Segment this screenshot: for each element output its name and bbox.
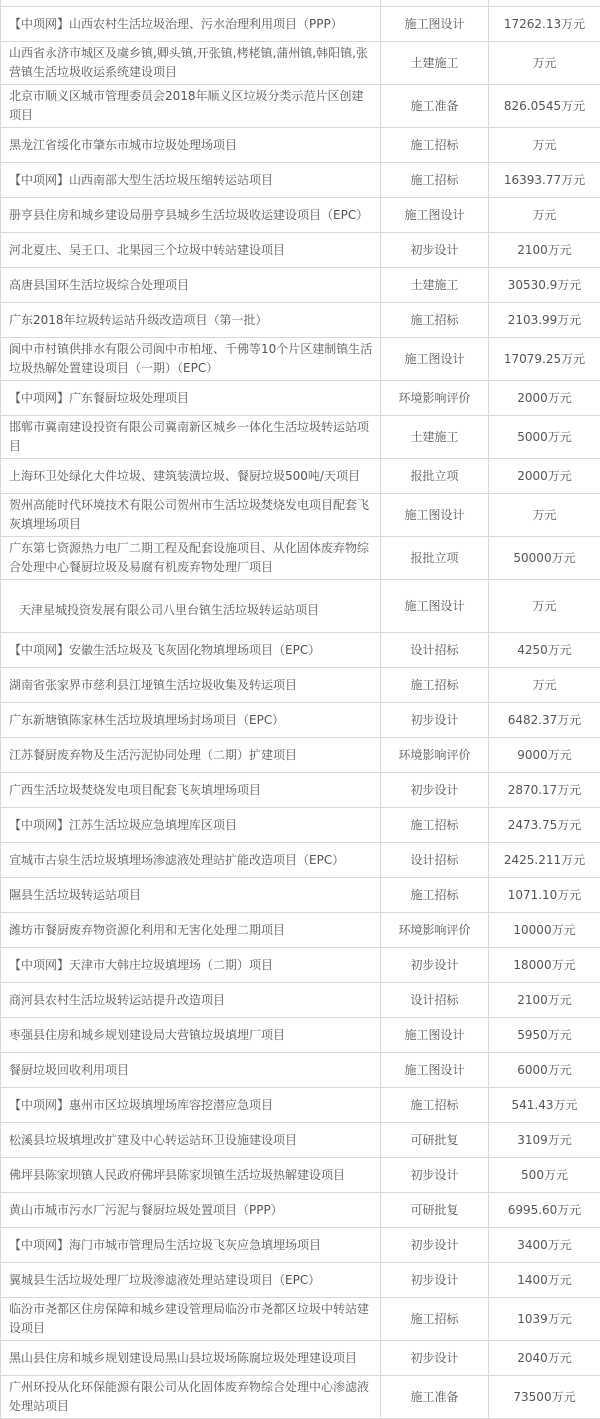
project-stage-cell: 施工图设计 <box>381 1018 489 1053</box>
project-name-cell[interactable]: 潍坊市餐厨废弃物资源化利用和无害化处理二期项目 <box>1 913 381 948</box>
project-name-cell[interactable]: 【中项网】广东餐厨垃圾处理项目 <box>1 381 381 416</box>
table-row <box>1 42 600 85</box>
table-row <box>1 303 600 338</box>
project-name-cell[interactable]: 【中项网】惠州市区垃圾填埋场库容挖潜应急项目 <box>1 1088 381 1123</box>
table-row <box>1 198 600 233</box>
project-amount-cell: 万元 <box>489 42 600 85</box>
table-row <box>1 7 600 42</box>
table-row <box>1 1123 600 1158</box>
project-name-cell[interactable]: 河北夏庄、吴王口、北果园三个垃圾中转站建设项目 <box>1 233 381 268</box>
project-amount-cell: 500万元 <box>489 1158 600 1193</box>
project-stage-cell: 设计招标 <box>381 843 489 878</box>
project-name-cell[interactable]: 阆中市村镇供排水有限公司阆中市柏垭、千佛等10个片区建制镇生活垃圾热解处置建设项目（一期）（EPC） <box>1 338 381 381</box>
project-name-cell[interactable]: 商河县农村生活垃圾转运站提升改造项目 <box>1 983 381 1018</box>
table-row <box>1 268 600 303</box>
project-name-cell[interactable]: 翼城县生活垃圾处理厂垃圾渗滤液处理站建设项目（EPC） <box>1 1263 381 1298</box>
table-row <box>1 85 600 128</box>
table-row <box>1 983 600 1018</box>
project-name-cell[interactable]: 邯郸市冀南建设投资有限公司冀南新区城乡一体化生活垃圾转运站项目 <box>1 416 381 459</box>
project-name-cell[interactable]: 【中项网】山西农村生活垃圾治理、污水治理利用项目（PPP） <box>1 7 381 42</box>
project-name-cell[interactable]: 佛坪县陈家坝镇人民政府佛坪县陈家坝镇生活垃圾热解建设项目 <box>1 1158 381 1193</box>
project-name-cell[interactable]: 广东2018年垃圾转运站升级改造项目（第一批） <box>1 303 381 338</box>
project-name-cell[interactable]: 宣城市古泉生活垃圾填埋场渗滤液处理站扩能改造项目（EPC） <box>1 843 381 878</box>
project-stage-cell: 初步设计 <box>381 1341 489 1376</box>
project-amount-cell: 3400万元 <box>489 1228 600 1263</box>
project-name-cell[interactable]: 北京市顺义区城市管理委员会2018年顺义区垃圾分类示范片区创建项目 <box>1 85 381 128</box>
project-name-cell[interactable]: 册亨县住房和城乡建设局册亨县城乡生活垃圾收运建设项目（EPC） <box>1 198 381 233</box>
table-row <box>1 1053 600 1088</box>
project-amount-cell: 6000万元 <box>489 1053 600 1088</box>
project-amount-cell: 30530.9万元 <box>489 268 600 303</box>
project-stage-cell: 初步设计 <box>381 948 489 983</box>
project-name-cell[interactable]: 广西生活垃圾焚烧发电项目配套飞灰填埋场项目 <box>1 773 381 808</box>
project-name-cell[interactable]: 【中项网】江苏生活垃圾应急填埋库区项目 <box>1 808 381 843</box>
table-row <box>1 1018 600 1053</box>
project-name-cell[interactable]: 黄山市城市污水厂污泥与餐厨垃圾处置项目（PPP） <box>1 1193 381 1228</box>
project-amount-cell: 2040万元 <box>489 1341 600 1376</box>
project-stage-cell: 施工图设计 <box>381 494 489 537</box>
project-amount-cell: 5000万元 <box>489 416 600 459</box>
project-amount-cell: 万元 <box>489 494 600 537</box>
project-stage-cell: 报批立项 <box>381 459 489 494</box>
project-name-cell[interactable]: 餐厨垃圾回收利用项目 <box>1 1053 381 1088</box>
project-amount-cell: 2425.211万元 <box>489 843 600 878</box>
project-amount-cell: 万元 <box>489 580 600 633</box>
project-amount-cell: 10000万元 <box>489 913 600 948</box>
project-stage-cell: 施工招标 <box>381 128 489 163</box>
project-stage-cell: 施工图设计 <box>381 1053 489 1088</box>
project-amount-cell: 1039万元 <box>489 1298 600 1341</box>
project-name-cell[interactable]: 【中项网】安徽生活垃圾及飞灰固化物填埋场项目（EPC） <box>1 633 381 668</box>
project-name-cell[interactable]: 高唐县国环生活垃圾综合处理项目 <box>1 268 381 303</box>
table-row <box>1 948 600 983</box>
project-stage-cell: 初步设计 <box>381 233 489 268</box>
table-row <box>1 537 600 580</box>
table-row <box>1 128 600 163</box>
table-row <box>1 668 600 703</box>
project-name-cell[interactable]: 广东第七资源热力电厂二期工程及配套设施项目、从化固体废弃物综合处理中心餐厨垃圾及易腐有机废弃物处理厂项目 <box>1 537 381 580</box>
project-amount-cell: 2103.99万元 <box>489 303 600 338</box>
project-stage-cell: 初步设计 <box>381 1263 489 1298</box>
project-stage-cell: 环境影响评价 <box>381 913 489 948</box>
project-amount-cell: 万元 <box>489 128 600 163</box>
project-stage-cell: 土建施工 <box>381 268 489 303</box>
table-row <box>1 843 600 878</box>
project-stage-cell: 施工招标 <box>381 878 489 913</box>
table-row <box>1 1263 600 1298</box>
table-row <box>1 1228 600 1263</box>
project-stage-cell: 初步设计 <box>381 1158 489 1193</box>
project-amount-cell: 50000万元 <box>489 537 600 580</box>
project-amount-cell: 2000万元 <box>489 459 600 494</box>
project-name-cell[interactable]: 黑山县住房和城乡规划建设局黑山县垃圾场陈腐垃圾处理建设项目 <box>1 1341 381 1376</box>
project-amount-cell: 16393.77万元 <box>489 163 600 198</box>
project-stage-cell: 初步设计 <box>381 703 489 738</box>
project-stage-cell: 施工招标 <box>381 303 489 338</box>
project-amount-cell: 17262.13万元 <box>489 7 600 42</box>
project-name-cell[interactable]: 枣强县住房和城乡规划建设局大营镇垃圾填埋厂项目 <box>1 1018 381 1053</box>
project-name-cell[interactable]: 【中项网】山西南部大型生活垃圾压缩转运站项目 <box>1 163 381 198</box>
table-row <box>1 338 600 381</box>
table-row <box>1 808 600 843</box>
project-amount-cell: 6482.37万元 <box>489 703 600 738</box>
project-amount-cell: 826.0545万元 <box>489 85 600 128</box>
project-amount-cell: 5950万元 <box>489 1018 600 1053</box>
project-amount-cell: 73500万元 <box>489 1376 600 1419</box>
table-row <box>1 459 600 494</box>
table-row <box>1 381 600 416</box>
project-name-cell[interactable]: 隰县生活垃圾转运站项目 <box>1 878 381 913</box>
project-amount-cell: 1400万元 <box>489 1263 600 1298</box>
project-stage-cell: 环境影响评价 <box>381 738 489 773</box>
project-name-cell[interactable]: 山西省永济市城区及虞乡镇,卿头镇,开张镇,栲栳镇,蒲州镇,韩阳镇,张营镇生活垃圾收运系统建设项目 <box>1 42 381 85</box>
project-amount-cell: 541.43万元 <box>489 1088 600 1123</box>
table-row <box>1 1158 600 1193</box>
table-row <box>1 494 600 537</box>
project-amount-cell: 2100万元 <box>489 983 600 1018</box>
project-amount-cell: 4250万元 <box>489 633 600 668</box>
project-stage-cell: 设计招标 <box>381 983 489 1018</box>
project-stage-cell: 施工图设计 <box>381 338 489 381</box>
project-stage-cell: 报批立项 <box>381 537 489 580</box>
project-name-cell[interactable]: 松溪县垃圾填埋改扩建及中心转运站环卫设施建设项目 <box>1 1123 381 1158</box>
project-stage-cell: 设计招标 <box>381 633 489 668</box>
table-row <box>1 580 600 633</box>
project-name-cell[interactable]: 贺州高能时代环境技术有限公司贺州市生活垃圾焚烧发电项目配套飞灰填埋场项目 <box>1 494 381 537</box>
project-amount-cell: 3109万元 <box>489 1123 600 1158</box>
project-amount-cell: 万元 <box>489 668 600 703</box>
project-stage-cell: 施工图设计 <box>381 580 489 633</box>
project-name-cell[interactable]: 天津星城投资发展有限公司八里台镇生活垃圾转运站项目 <box>1 580 381 633</box>
table-row <box>1 1298 600 1341</box>
project-name-cell[interactable]: 上海环卫处绿化大件垃圾、建筑装潢垃圾、餐厨垃圾500吨/天项目 <box>1 459 381 494</box>
project-stage-cell: 施工招标 <box>381 668 489 703</box>
project-list-body <box>1 0 600 1419</box>
project-name-cell[interactable]: 广东新塘镇陈家林生活垃圾填埋场封场项目（EPC） <box>1 703 381 738</box>
project-amount-cell: 6995.60万元 <box>489 1193 600 1228</box>
project-stage-cell: 环境影响评价 <box>381 381 489 416</box>
project-stage-cell: 施工招标 <box>381 1298 489 1341</box>
table-row <box>1 703 600 738</box>
project-name-cell[interactable]: 黑龙江省绥化市肇东市城市垃圾处理场项目 <box>1 128 381 163</box>
project-stage-cell: 可研批复 <box>381 1123 489 1158</box>
project-stage-cell: 施工图设计 <box>381 198 489 233</box>
project-amount-cell: 9000万元 <box>489 738 600 773</box>
table-row <box>1 738 600 773</box>
project-stage-cell: 施工招标 <box>381 163 489 198</box>
project-stage-cell: 可研批复 <box>381 1193 489 1228</box>
project-stage-cell: 土建施工 <box>381 416 489 459</box>
project-name-cell[interactable]: 湖南省张家界市慈利县江垭镇生活垃圾收集及转运项目 <box>1 668 381 703</box>
table-row <box>1 633 600 668</box>
project-amount-cell: 万元 <box>489 198 600 233</box>
project-name-cell[interactable]: 广州环投从化环保能源有限公司从化固体废弃物综合处理中心渗滤液处理站项目 <box>1 1376 381 1419</box>
project-stage-cell: 土建施工 <box>381 42 489 85</box>
project-amount-cell: 2100万元 <box>489 233 600 268</box>
project-amount-cell: 2870.17万元 <box>489 773 600 808</box>
project-stage-cell: 施工招标 <box>381 808 489 843</box>
project-stage-cell: 施工招标 <box>381 1088 489 1123</box>
table-row <box>1 1193 600 1228</box>
project-stage-cell: 施工准备 <box>381 1376 489 1419</box>
table-row <box>1 1376 600 1419</box>
table-row <box>1 913 600 948</box>
project-name-cell[interactable]: 江苏餐厨废弃物及生活污泥协同处理（二期）扩建项目 <box>1 738 381 773</box>
project-amount-cell: 17079.25万元 <box>489 338 600 381</box>
table-row <box>1 416 600 459</box>
project-name-cell[interactable]: 临汾市尧都区住房保障和城乡建设管理局临汾市尧都区垃圾中转站建设项目 <box>1 1298 381 1341</box>
table-row <box>1 163 600 198</box>
project-amount-cell: 2000万元 <box>489 381 600 416</box>
project-stage-cell: 初步设计 <box>381 1228 489 1263</box>
project-stage-cell: 施工图设计 <box>381 7 489 42</box>
project-stage-cell: 初步设计 <box>381 773 489 808</box>
table-row <box>1 233 600 268</box>
project-name-cell[interactable]: 【中项网】天津市大韩庄垃圾填埋场（二期）项目 <box>1 948 381 983</box>
project-stage-cell: 施工准备 <box>381 85 489 128</box>
project-name-cell[interactable]: 【中项网】海门市城市管理局生活垃圾飞灰应急填埋场项目 <box>1 1228 381 1263</box>
project-amount-cell: 1071.10万元 <box>489 878 600 913</box>
table-row <box>1 1088 600 1123</box>
table-row <box>1 773 600 808</box>
project-amount-cell: 18000万元 <box>489 948 600 983</box>
project-amount-cell: 2473.75万元 <box>489 808 600 843</box>
table-row <box>1 878 600 913</box>
table-row <box>1 1341 600 1376</box>
